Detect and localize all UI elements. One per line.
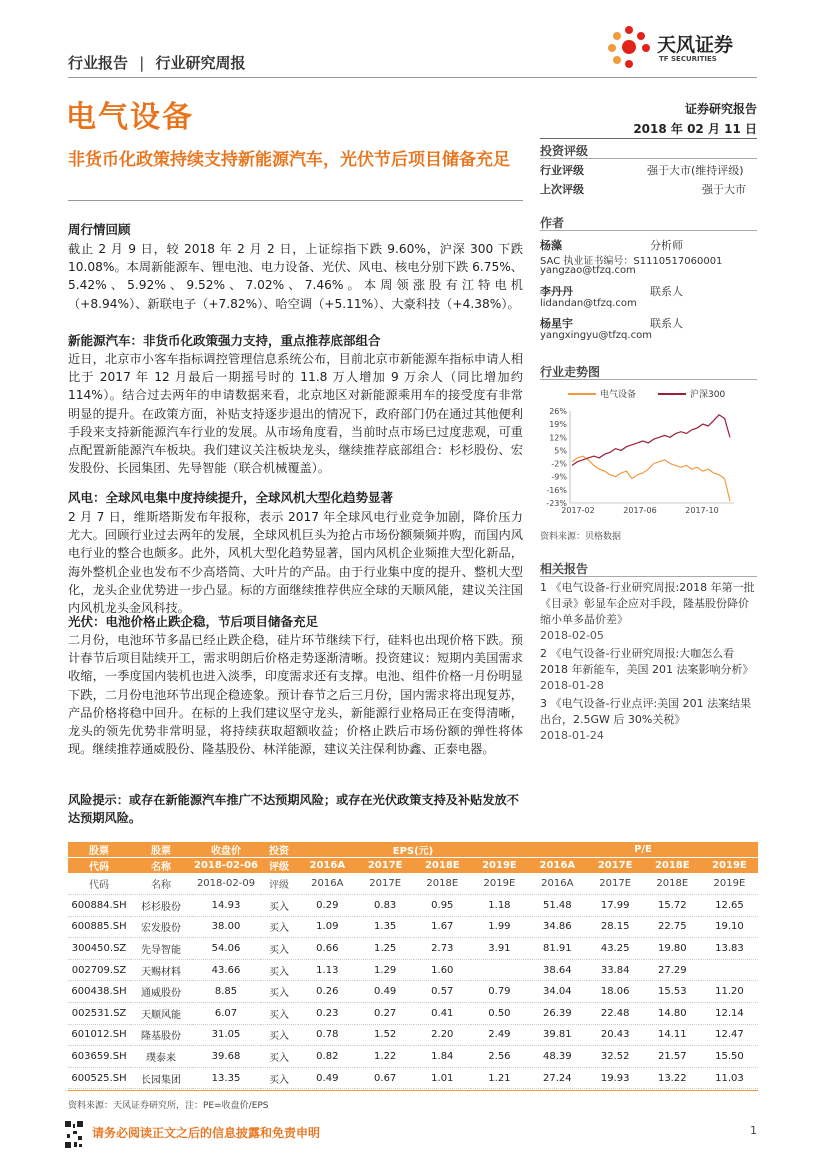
table-subheader-row [68,873,758,895]
table-cell: 51.48 [528,895,587,917]
table-cell: 天顺风能 [130,1003,192,1025]
table-cell: 买入 [260,1067,298,1089]
rating-label: 行业评级 [540,164,584,177]
x-tick-label: 2017-06 [623,506,657,515]
table-cell: 1.99 [471,916,528,938]
table-cell: 买入 [260,938,298,960]
table-subheader-cell: 2018-02-09 [192,873,260,895]
table-cell: 0.83 [357,895,414,917]
table-header-row [68,858,758,874]
table-cell: 0.26 [298,981,357,1003]
section-head-wind: 风电：全球风电集中度持续提升，全球风机大型化趋势显著 [68,490,394,505]
breadcrumb [68,52,246,73]
related-item[interactable]: 3 《电气设备-行业点评:美国 201 法案结果出台，2.5GW 后 30%关税》 2018-01-24 [540,697,752,742]
table-cell: 0.82 [298,1046,357,1068]
section-body-nev: 近日，北京市小客车指标调控管理信息系统公布，目前北京市新能源车指标申请人相比于 2017 年 12 月最后一期摇号时的 11.8 万人增加 9 万余人（同比增加约 114%）。结合过去两年的申请数据来看，北京地区对新能源乘用车的接受度有非常明显的提升。在政策方面，补贴支持逐步退出的情况下，政府部门仍在通过其他便利手段来支持新能源汽车行业的发展。从市场角度看，当前时点市场已过度悲观，可重点配置新能源汽车板块。我们建议关注板块龙头，继续推荐底部组合：杉杉股份、宏发股份、长园集团、先导智能（联合机械覆盖）。 [68,352,523,476]
table-cell: 34.04 [528,981,587,1003]
table-cell: 54.06 [192,938,260,960]
table-cell: 600885.SH [68,916,130,938]
table-cell [701,959,758,981]
y-tick-label: -2% [551,459,567,469]
table-cell: 12.65 [701,895,758,917]
company-logo [607,22,757,72]
table-cell: 杉杉股份 [130,895,192,917]
table-header-cell: EPS(元) [298,842,528,858]
section-head-weekly: 周行情回顾 [68,222,131,237]
report-date: 2018 年 02 月 11 日 [633,122,757,136]
y-tick-label: 26% [549,407,567,416]
table-cell: 0.95 [414,895,471,917]
table-cell: 600438.SH [68,981,130,1003]
table-cell: 璞泰来 [130,1046,192,1068]
table-subheader-cell: 2016A [298,873,357,895]
stock-table [68,842,758,1089]
table-header-cell: 2017E [357,858,414,874]
table-cell: 11.03 [701,1067,758,1089]
table-header-cell: 2019E [471,858,528,874]
trend-head: 行业走势图 [540,365,601,379]
table-cell: 48.39 [528,1046,587,1068]
table-cell: 14.93 [192,895,260,917]
table-row [68,895,758,917]
table-cell: 20.43 [587,1024,644,1046]
breadcrumb-report-type: 行业报告 [68,54,129,72]
table-cell: 宏发股份 [130,916,192,938]
logo-cn-text: 天风证券 [657,34,734,56]
table-subheader-cell: 2019E [701,873,758,895]
table-header-cell: 2016A [528,858,587,874]
table-cell: 1.60 [414,959,471,981]
table-subheader-cell: 2017E [587,873,644,895]
disclaimer: 请务必阅读正文之后的信息披露和免责申明 [92,1126,321,1140]
table-cell: 18.06 [587,981,644,1003]
table-header-cell: 投资 [260,842,298,858]
table-cell: 买入 [260,981,298,1003]
author-name: 杨藻 [540,239,562,252]
risk-warning: 风险提示：或存在新能源汽车推广不达预期风险；或存在光伏政策支持及补贴发放不达预期风险。 [68,793,519,825]
y-tick-label: -23% [546,499,567,508]
y-tick-label: 19% [549,420,567,430]
table-cell: 0.67 [357,1067,414,1089]
main-title: 非货币化政策持续支持新能源汽车，光伏节后项目储备充足 [68,150,510,170]
table-cell: 3.91 [471,938,528,960]
title-divider [68,200,523,201]
table-cell: 0.49 [298,1067,357,1089]
table-header-cell: 2018E [414,858,471,874]
table-cell: 81.91 [528,938,587,960]
table-source-note: 资料来源：天风证券研究所，注：PE=收盘价/EPS [68,1101,269,1111]
table-cell: 8.85 [192,981,260,1003]
author-name: 杨星宇 [540,317,573,330]
table-cell [471,959,528,981]
table-cell: 1.29 [357,959,414,981]
table-cell: 34.86 [528,916,587,938]
table-subheader-cell: 2016A [528,873,587,895]
y-tick-label: 5% [554,446,567,456]
table-cell: 买入 [260,1046,298,1068]
table-cell: 11.20 [701,981,758,1003]
series-line-hs300 [572,415,730,466]
section-head-pv: 光伏：电池价格止跌企稳，节后项目储备充足 [68,614,319,629]
table-header-cell: 股票 [68,842,130,858]
y-tick-label: -9% [551,472,567,482]
table-subheader-cell: 2018E [414,873,471,895]
table-cell: 39.81 [528,1024,587,1046]
trend-divider [540,379,757,380]
report-type: 证券研究报告 [684,102,757,116]
table-cell: 买入 [260,1003,298,1025]
table-header-row [68,842,758,858]
related-item[interactable]: 2 《电气设备-行业研究周报:大咖怎么看 2018 年新能车，美国 201 法案影响分析》 2018-01-28 [540,647,754,692]
author-email[interactable]: lidandan@tfzq.com [540,298,637,309]
table-cell: 27.24 [528,1067,587,1089]
table-cell: 14.80 [644,1003,701,1025]
header-divider [68,77,757,78]
table-cell: 601012.SH [68,1024,130,1046]
table-cell: 0.23 [298,1003,357,1025]
table-row [68,916,758,938]
table-cell: 603659.SH [68,1046,130,1068]
table-header-cell: 名称 [130,858,192,874]
table-cell: 14.11 [644,1024,701,1046]
table-row [68,959,758,981]
table-cell: 1.09 [298,916,357,938]
table-cell: 17.99 [587,895,644,917]
table-cell: 1.52 [357,1024,414,1046]
table-cell: 1.84 [414,1046,471,1068]
table-cell: 长园集团 [130,1067,192,1089]
x-tick-label: 2017-02 [561,506,595,515]
rating-value: 强于大市(维持评级) [647,164,744,177]
table-cell: 31.05 [192,1024,260,1046]
prev-rating-label: 上次评级 [540,183,584,196]
table-cell: 买入 [260,916,298,938]
related-item[interactable]: 1 《电气设备-行业研究周报:2018 年第一批《目录》彰显车企应对手段，隆基股份降价缩小单多晶价差》 2018-02-05 [540,581,755,642]
legend-label: 电气设备 [600,390,637,400]
table-cell: 先导智能 [130,938,192,960]
author-email[interactable]: yangzao@tfzq.com [540,265,636,276]
table-subheader-cell: 名称 [130,873,192,895]
section-body-weekly: 截止 2 月 9 日，较 2018 年 2 月 2 日，上证综指下跌 9.60%，沪深 300 下跌 10.08%。本周新能源车、锂电池、电力设备、光伏、风电、核电分别下跌 6.75%、5.42%、5.92%、9.52%、7.02%、7.46%。本周领涨股有江特电机（+8.94%）、新联电子（+7.82%）、哈空调（+5.11%）、大豪科技（+4.38%）。 [68,242,523,311]
table-cell: 12.47 [701,1024,758,1046]
table-cell: 0.50 [471,1003,528,1025]
table-header-cell: 2019E [701,858,758,874]
author-cert: SAC 执业证书编号：S1110517060001 [540,256,723,267]
authors-head: 作者 [540,216,565,230]
prev-rating-value: 强于大市 [702,183,746,196]
series-line-electric [572,456,730,501]
table-cell: 22.75 [644,916,701,938]
table-cell: 0.78 [298,1024,357,1046]
table-subheader-cell: 2019E [471,873,528,895]
table-header-cell: 2017E [587,858,644,874]
chart-source: 资料来源：贝格数据 [540,532,622,542]
table-cell: 43.25 [587,938,644,960]
table-row [68,938,758,960]
author-name: 李丹丹 [540,285,573,298]
section-head-nev: 新能源汽车：非货币化政策强力支持，重点推荐底部组合 [68,333,381,348]
table-cell: 26.39 [528,1003,587,1025]
logo-mark-icon [607,24,651,70]
table-subheader-cell: 评级 [260,873,298,895]
rating-divider [540,158,757,159]
breadcrumb-separator: | [139,54,145,72]
table-cell: 33.84 [587,959,644,981]
table-header-cell: 代码 [68,858,130,874]
related-list [540,580,757,744]
table-cell: 15.50 [701,1046,758,1068]
table-cell: 19.10 [701,916,758,938]
table-row [68,1067,758,1089]
author-role: 联系人 [650,317,683,330]
table-cell: 002531.SZ [68,1003,130,1025]
table-cell: 19.93 [587,1067,644,1089]
table-cell: 1.35 [357,916,414,938]
legend-label: 沪深300 [690,390,726,400]
table-cell: 1.22 [357,1046,414,1068]
table-subheader-cell: 2018E [644,873,701,895]
chart-legend [568,388,725,400]
date-divider [540,138,757,139]
table-row [68,1003,758,1025]
table-cell: 买入 [260,895,298,917]
table-cell: 0.41 [414,1003,471,1025]
table-cell: 1.01 [414,1067,471,1089]
table-cell: 15.53 [644,981,701,1003]
table-cell: 002709.SZ [68,959,130,981]
table-header-cell: 收盘价 [192,842,260,858]
table-cell: 38.00 [192,916,260,938]
table-cell: 1.21 [471,1067,528,1089]
table-row [68,1024,758,1046]
y-tick-label: 12% [549,433,567,443]
table-cell: 1.67 [414,916,471,938]
x-tick-label: 2017-10 [685,506,719,515]
author-role: 分析师 [650,239,683,252]
table-cell: 15.72 [644,895,701,917]
table-cell: 0.57 [414,981,471,1003]
page-number: 1 [750,1124,757,1137]
logo-en-text: TF SECURITIES [659,55,717,63]
table-cell: 32.52 [587,1046,644,1068]
table-cell: 0.79 [471,981,528,1003]
table-cell: 0.29 [298,895,357,917]
table-cell: 13.35 [192,1067,260,1089]
table-cell: 买入 [260,959,298,981]
table-cell: 19.80 [644,938,701,960]
table-cell: 600884.SH [68,895,130,917]
table-cell: 300450.SZ [68,938,130,960]
table-header-cell: 2016A [298,858,357,874]
table-header-cell: 2018E [644,858,701,874]
table-cell: 22.48 [587,1003,644,1025]
breadcrumb-report-series: 行业研究周报 [155,54,246,72]
table-cell: 13.22 [644,1067,701,1089]
table-header-cell: 评级 [260,858,298,874]
table-cell: 13.83 [701,938,758,960]
table-cell: 2.73 [414,938,471,960]
table-cell: 12.14 [701,1003,758,1025]
table-header-cell: P/E [528,842,758,858]
table-subheader-cell: 代码 [68,873,130,895]
table-cell: 隆基股份 [130,1024,192,1046]
table-header-cell: 股票 [130,842,192,858]
table-cell: 38.64 [528,959,587,981]
table-cell: 600525.SH [68,1067,130,1089]
author-role: 联系人 [650,285,683,298]
table-cell: 1.25 [357,938,414,960]
table-cell: 1.13 [298,959,357,981]
rating-head: 投资评级 [540,144,589,158]
table-cell: 0.49 [357,981,414,1003]
authors-divider [540,230,757,231]
related-head: 相关报告 [540,562,589,576]
table-cell: 通威股份 [130,981,192,1003]
table-cell: 39.68 [192,1046,260,1068]
table-subheader-cell: 2017E [357,873,414,895]
table-cell: 买入 [260,1024,298,1046]
section-body-wind: 2 月 7 日，维斯塔斯发布年报称，表示 2017 年全球风电行业竞争加剧，降价压力尤大。回顾行业过去两年的发展，全球风机巨头为抢占市场份额频频并购，而国内风电行业的整合也颇多。此外，风机大型化趋势显著，国内风机企业频推大型化新品，海外整机企业也发布不少高塔筒、大叶片的产品。由于行业集中度的提升、整机大型化，龙头企业优势进一步凸显。标的方面继续推荐供应全球的天顺风能，建议关注国内风机龙头金风科技。 [68,510,523,616]
table-cell: 2.20 [414,1024,471,1046]
table-cell: 0.66 [298,938,357,960]
industry-trend-chart [536,383,758,523]
table-cell: 28.15 [587,916,644,938]
y-tick-label: -16% [546,485,567,495]
industry-title: 电气设备 [66,100,194,135]
table-cell: 0.27 [357,1003,414,1025]
table-header-cell: 2018-02-06 [192,858,260,874]
table-cell: 43.66 [192,959,260,981]
table-cell: 27.29 [644,959,701,981]
author-email[interactable]: yangxingyu@tfzq.com [540,330,652,341]
related-divider [540,576,757,577]
table-cell: 21.57 [644,1046,701,1068]
table-cell: 天赐材料 [130,959,192,981]
table-cell: 6.07 [192,1003,260,1025]
table-cell: 1.18 [471,895,528,917]
table-row [68,981,758,1003]
table-row [68,1046,758,1068]
table-cell: 2.56 [471,1046,528,1068]
table-bottom-rule [68,1090,758,1091]
qr-code-icon [64,1120,84,1150]
section-body-pv: 二月份，电池环节多晶已经止跌企稳，硅片环节继续下行，硅料也出现价格下跌。预计春节后项目陆续开工，需求明朗后价格走势逐渐清晰。投资建议：短期内美国需求收缩，一季度国内装机也进入淡季，印度需求还有支撑。电池、组件价格一月份明显下跌，二月份电池环节出现企稳迹象。预计春节之后三月份，国内需求将出现复苏，产品价格将稳中回升。在标的上我们建议坚守龙头，新能源行业格局正在变得清晰，龙头的领先优势非常明显，将持续获取超额收益；价格止跌后市场份额的弹性将体现。继续推荐通威股份、隆基股份、林洋能源，建议关注保利协鑫、正泰电器。 [68,633,523,757]
table-cell: 2.49 [471,1024,528,1046]
